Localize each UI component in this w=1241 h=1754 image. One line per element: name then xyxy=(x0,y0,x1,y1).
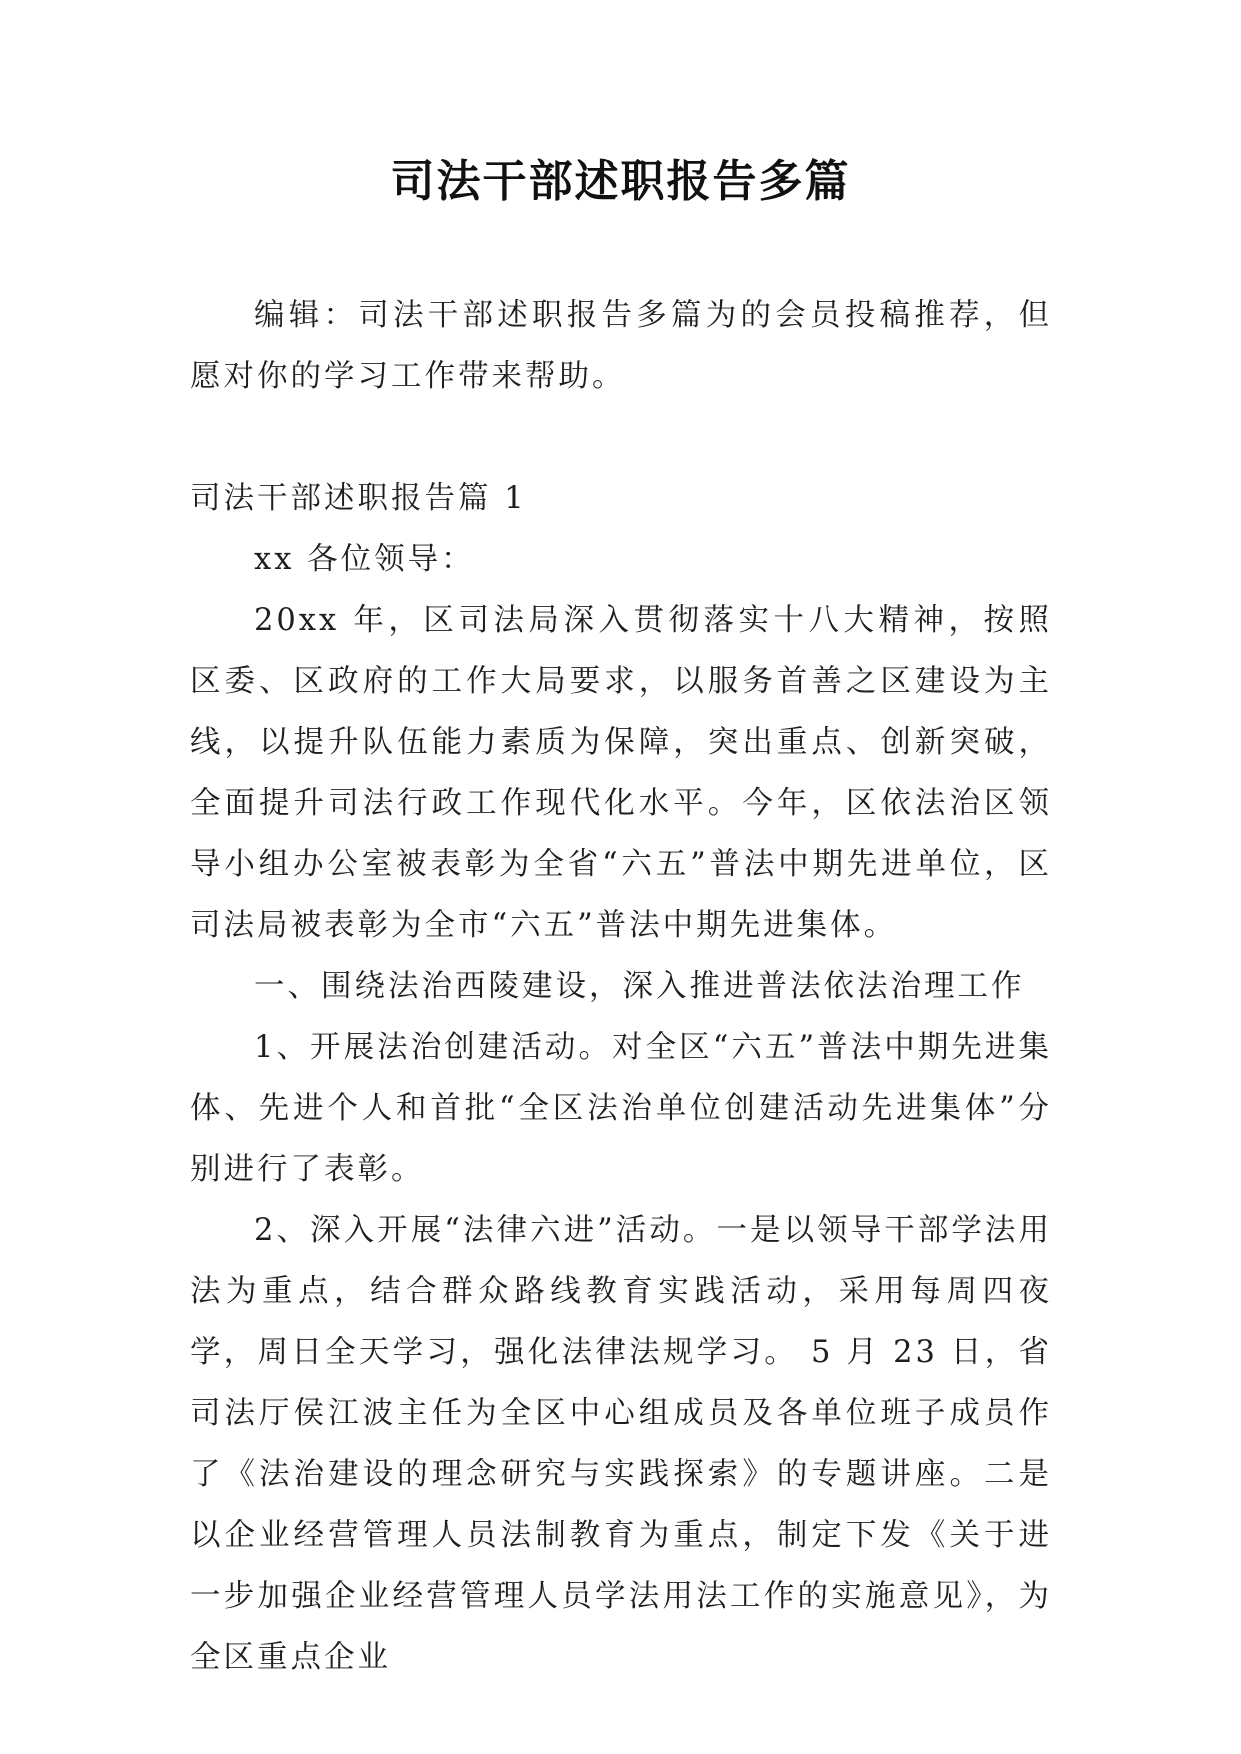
body-paragraph: 20xx 年，区司法局深入贯彻落实十八大精神，按照区委、区政府的工作大局要求，以服务首善之区建设为主线，以提升队伍能力素质为保障，突出重点、创新突破，全面提升司法行政工作现代化水平。今年，区依法治区领导小组办公室被表彰为全省“六五”普法中期先进单位，区司法局被表彰为全市“六五”普法中期先进集体。 xyxy=(190,603,1052,943)
spacer xyxy=(190,407,1052,468)
subheading: 一、围绕法治西陵建设，深入推进普法依法治理工作 xyxy=(254,969,1025,1004)
body-paragraph: 2、深入开展“法律六进”活动。一是以领导干部学法用法为重点，结合群众路线教育实践活动，采用每周四夜学，周日全天学习，强化法律法规学习。 5 月 23 日，省司法厅侯江波主任为全区中心组成员及各单位班子成员作了《法治建设的理念研究与实践探索》的专题讲座。二是以企业经营管理人员法制教育为重点，制定下发《关于进一步加强企业经营管理人员学法用法工作的实施意见》，为全区重点企业 xyxy=(190,1213,1052,1675)
salutation: xx 各位领导： xyxy=(254,542,475,577)
intro-paragraph: 编辑：司法干部述职报告多篇为的会员投稿推荐，但愿对你的学习工作带来帮助。 xyxy=(190,298,1052,394)
document-body xyxy=(190,285,1052,1688)
section-heading: 司法干部述职报告篇 1 xyxy=(190,481,527,516)
document-title: 司法干部述职报告多篇 xyxy=(390,156,851,207)
body-paragraph: 1、开展法治创建活动。对全区“六五”普法中期先进集体、先进个人和首批“全区法治单位创建活动先进集体”分别进行了表彰。 xyxy=(190,1030,1052,1187)
